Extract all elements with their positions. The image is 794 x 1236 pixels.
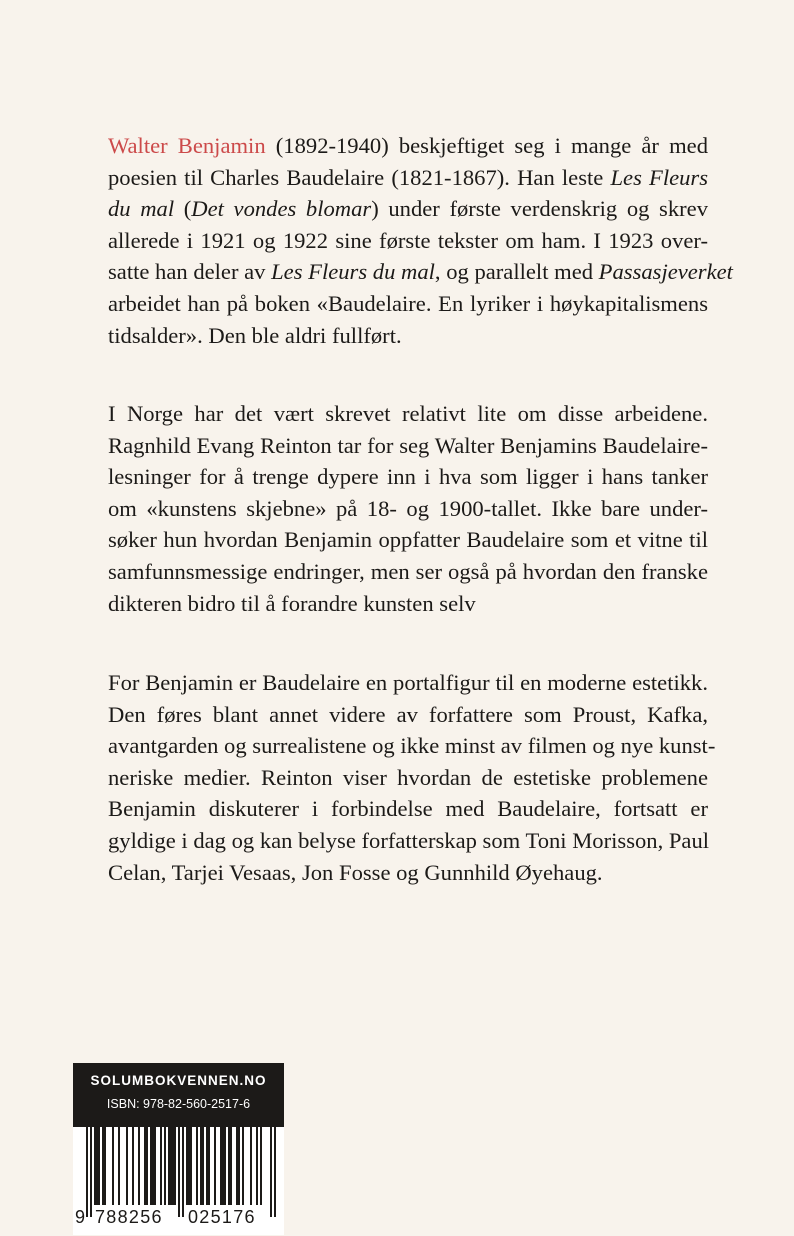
barcode-digit-first: 9: [75, 1207, 86, 1227]
text-line: samfunnsmessige endringer, men ser også på hvordan den franske: [108, 558, 708, 584]
book-title: du mal: [108, 196, 175, 222]
text-line: Den føres blant annet videre av forfattere som Proust, Kafka,: [108, 701, 708, 727]
barcode-bar: [256, 1127, 258, 1205]
barcode-bar: [260, 1127, 262, 1205]
barcode-digits-right: 025176: [188, 1207, 256, 1227]
barcode-bar: [138, 1127, 140, 1205]
barcode-bar: [174, 1127, 176, 1205]
isbn-number: ISBN: 978-82-560-2517-6: [106, 1097, 251, 1111]
barcode-bar: [96, 1127, 98, 1205]
barcode-bar: [104, 1127, 106, 1205]
barcode-bar: [220, 1127, 222, 1205]
barcode-bar: [230, 1127, 232, 1205]
barcode-bar: [144, 1127, 146, 1205]
barcode-bar: [214, 1127, 216, 1205]
text-line: avantgarden og surrealistene og ikke minst av filmen og nye kunst-: [108, 733, 716, 759]
barcode-bar: [118, 1127, 120, 1205]
text-line: søker hun hvordan Benjamin oppfatter Baudelaire som et vitne til: [108, 527, 708, 553]
barcode-bar: [190, 1127, 192, 1205]
text-fragment: poesien til Charles Baudelaire (1821-1867). Han leste: [108, 164, 611, 190]
text-line: For Benjamin er Baudelaire en portalfigur til en moderne estetikk.: [108, 670, 708, 695]
barcode-bar: [182, 1127, 184, 1217]
barcode-bar: [132, 1127, 134, 1205]
barcode-bar: [274, 1127, 276, 1217]
text-fragment: ) under første verdenskrig og skrev: [371, 196, 709, 222]
barcode-bar: [126, 1127, 128, 1205]
barcode-bar: [188, 1127, 190, 1205]
barcode-bar: [150, 1127, 152, 1205]
text-fragment: , og parallelt med: [434, 259, 599, 285]
book-title: Det vondes blomar: [191, 196, 372, 222]
publisher-website: SOLUMBOKVENNEN.NO: [90, 1073, 267, 1088]
barcode-bar: [236, 1127, 238, 1205]
barcode-bar: [200, 1127, 202, 1205]
text-line: Ragnhild Evang Reinton tar for seg Walter Benjamins Baudelaire-: [108, 432, 708, 458]
barcode-bar: [178, 1127, 180, 1217]
barcode-bar: [202, 1127, 204, 1205]
barcode-bar: [224, 1127, 226, 1205]
author-name: Walter Benjamin: [108, 133, 266, 158]
text-line: Celan, Tarjei Vesaas, Jon Fosse og Gunnhild Øyehaug.: [108, 859, 603, 885]
barcode-area: [73, 1127, 284, 1235]
barcode-bar: [208, 1127, 210, 1205]
text-line: allerede i 1921 og 1922 sine første tekster om ham. I 1923 over-: [108, 227, 708, 253]
barcode-bar: [170, 1127, 172, 1205]
barcode-bar: [146, 1127, 148, 1205]
text-line: [108, 256, 733, 288]
text-line: I Norge har det vært skrevet relativt lite om disse arbeidene.: [108, 401, 708, 426]
text-line: [108, 162, 708, 194]
text-line: [108, 193, 708, 225]
book-title: Les Fleurs du mal: [271, 259, 435, 285]
text-line: gyldige i dag og kan belyse forfatterskap som Toni Morisson, Paul: [108, 827, 710, 853]
text-line: arbeidet han på boken «Baudelaire. En lyriker i høykapitalismens: [108, 290, 708, 316]
barcode-bar: [112, 1127, 114, 1205]
text-line: tidsalder». Den ble aldri fullført.: [108, 322, 402, 348]
text-fragment: (1892-1940) beskjeftiget seg i mange år med: [265, 133, 708, 158]
barcode-bar: [152, 1127, 154, 1205]
text-line: neriske medier. Reinton viser hvordan de estetiske problemene: [108, 764, 708, 790]
paragraph-aesthetics: [108, 667, 716, 888]
book-title: Passasjeverket: [598, 259, 733, 285]
barcode-bar: [90, 1127, 92, 1217]
barcode-bar: [186, 1127, 188, 1205]
barcode-bar: [160, 1127, 162, 1205]
barcode-bar: [154, 1127, 156, 1205]
paragraph-norway: [108, 398, 708, 619]
barcode-bar: [196, 1127, 198, 1205]
barcode-bar: [94, 1127, 96, 1205]
barcode-bar: [164, 1127, 166, 1205]
barcode-bar: [270, 1127, 272, 1217]
text-fragment: (: [174, 196, 192, 222]
barcode-bar: [102, 1127, 104, 1205]
barcode-bar: [228, 1127, 230, 1205]
barcode-bar: [250, 1127, 252, 1205]
text-line: Benjamin diskuterer i forbindelse med Baudelaire, fortsatt er: [108, 796, 708, 822]
barcode-bar: [172, 1127, 174, 1205]
book-title: Les Fleurs: [610, 164, 708, 190]
text-line: lesninger for å trenge dypere inn i hva som ligger i hans tanker: [108, 464, 708, 490]
barcode-bar: [238, 1127, 240, 1205]
text-line: [108, 130, 708, 162]
isbn-header: [73, 1063, 284, 1127]
barcode-bar: [222, 1127, 224, 1205]
barcode-bar: [86, 1127, 88, 1217]
paragraph-intro: [108, 130, 733, 351]
barcode-bar: [206, 1127, 208, 1205]
barcode-bar: [242, 1127, 244, 1205]
text-fragment: satte han deler av: [108, 259, 272, 285]
text-line: om «kunstens skjebne» på 18- og 1900-tallet. Ikke bare under-: [108, 495, 708, 521]
text-line: dikteren bidro til å forandre kunsten selv: [108, 590, 476, 616]
barcode-bar: [98, 1127, 100, 1205]
barcode-digits-left: 788256: [95, 1207, 163, 1227]
isbn-barcode-box: [73, 1063, 284, 1235]
barcode-bar: [168, 1127, 170, 1205]
